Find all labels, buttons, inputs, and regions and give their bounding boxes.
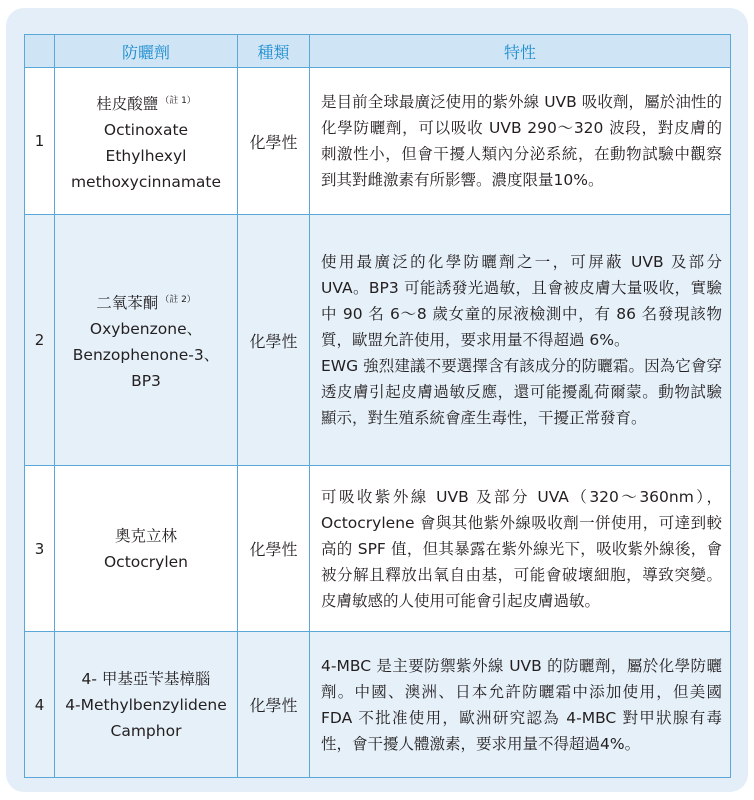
header-properties: 特性 xyxy=(310,35,731,68)
ingredient-name xyxy=(55,632,238,778)
name-en: Ethylhexyl xyxy=(105,146,187,165)
row-index: 2 xyxy=(25,215,55,466)
type-cell: 化學性 xyxy=(238,466,310,632)
header-index xyxy=(25,35,55,68)
name-en: Benzophenone-3、 xyxy=(72,345,220,364)
name-zh: 桂皮酸鹽 xyxy=(96,94,159,113)
name-en: methoxycinnamate xyxy=(70,172,222,191)
name-en: 4-Methylbenzylidene xyxy=(65,695,227,714)
description-paragraph: 可吸收紫外線 UVB 及部分 UVA（320～360nm），Octocrylene 會與其他紫外線吸收劑一併使用，可達到較高的 SPF 值，但其暴露在紫外線光下，吸收紫外線後，會被分解且釋放出氧自由基，可能會破壞細胞，導致突變。皮膚敏感的人使用可能會引起皮膚過敏。 xyxy=(321,487,722,610)
footnote-ref: （註 1） xyxy=(160,95,196,106)
table-row xyxy=(25,466,731,632)
footnote-ref: （註 2） xyxy=(160,294,196,305)
sunscreen-table xyxy=(24,34,731,778)
name-zh: 二氧苯酮 xyxy=(96,293,159,312)
description-cell xyxy=(310,632,731,778)
name-en: Octinoxate xyxy=(103,120,189,139)
description-paragraph: 使用最廣泛的化學防曬劑之一，可屏蔽 UVB 及部分 UVA。BP3 可能誘發光過敏，且會被皮膚大量吸收，實驗中 90 名 6～8 歲女童的尿液檢測中，有 86 名發現該物質，歐盟允許使用，要求用量不得超過 6%。 xyxy=(321,253,722,349)
ingredient-name xyxy=(55,68,238,215)
name-zh: 奧克立林 xyxy=(114,526,177,545)
table-row xyxy=(25,632,731,778)
description-paragraph: 是目前全球最廣泛使用的紫外線 UVB 吸收劑，屬於油性的化學防曬劑，可以吸收 UVB 290～320 波段，對皮膚的刺激性小，但會干擾人類內分泌系統，在動物試驗中觀察到其對雌激素有所影響。濃度限量10%。 xyxy=(321,93,722,189)
row-index: 3 xyxy=(25,466,55,632)
name-en: Camphor xyxy=(110,721,182,740)
type-cell: 化學性 xyxy=(238,68,310,215)
name-zh: 4- 甲基亞苄基樟腦 xyxy=(81,669,211,688)
table-row xyxy=(25,215,731,466)
row-index: 4 xyxy=(25,632,55,778)
header-row xyxy=(25,35,731,68)
table-row xyxy=(25,68,731,215)
description-cell xyxy=(310,215,731,466)
row-index: 1 xyxy=(25,68,55,215)
header-name: 防曬劑 xyxy=(55,35,238,68)
ingredient-name xyxy=(55,466,238,632)
description-cell xyxy=(310,68,731,215)
type-cell: 化學性 xyxy=(238,632,310,778)
ingredient-name xyxy=(55,215,238,466)
type-cell: 化學性 xyxy=(238,215,310,466)
description-cell xyxy=(310,466,731,632)
name-en: BP3 xyxy=(131,371,161,390)
name-en: Octocrylen xyxy=(103,552,189,571)
description-paragraph: EWG 強烈建議不要選擇含有該成分的防曬霜。因為它會穿透皮膚引起皮膚過敏反應，還可能擾亂荷爾蒙。動物試驗顯示，對生殖系統會產生毒性，干擾正常發育。 xyxy=(321,357,722,427)
header-type: 種類 xyxy=(238,35,310,68)
name-en: Oxybenzone、 xyxy=(89,319,203,338)
description-paragraph: 4-MBC 是主要防禦紫外線 UVB 的防曬劑，屬於化學防曬劑。中國、澳洲、日本允許防曬霜中添加使用，但美國 FDA 不批准使用，歐洲研究認為 4-MBC 對甲狀腺有毒性，會干擾人體激素，要求用量不得超過4%。 xyxy=(321,656,722,753)
